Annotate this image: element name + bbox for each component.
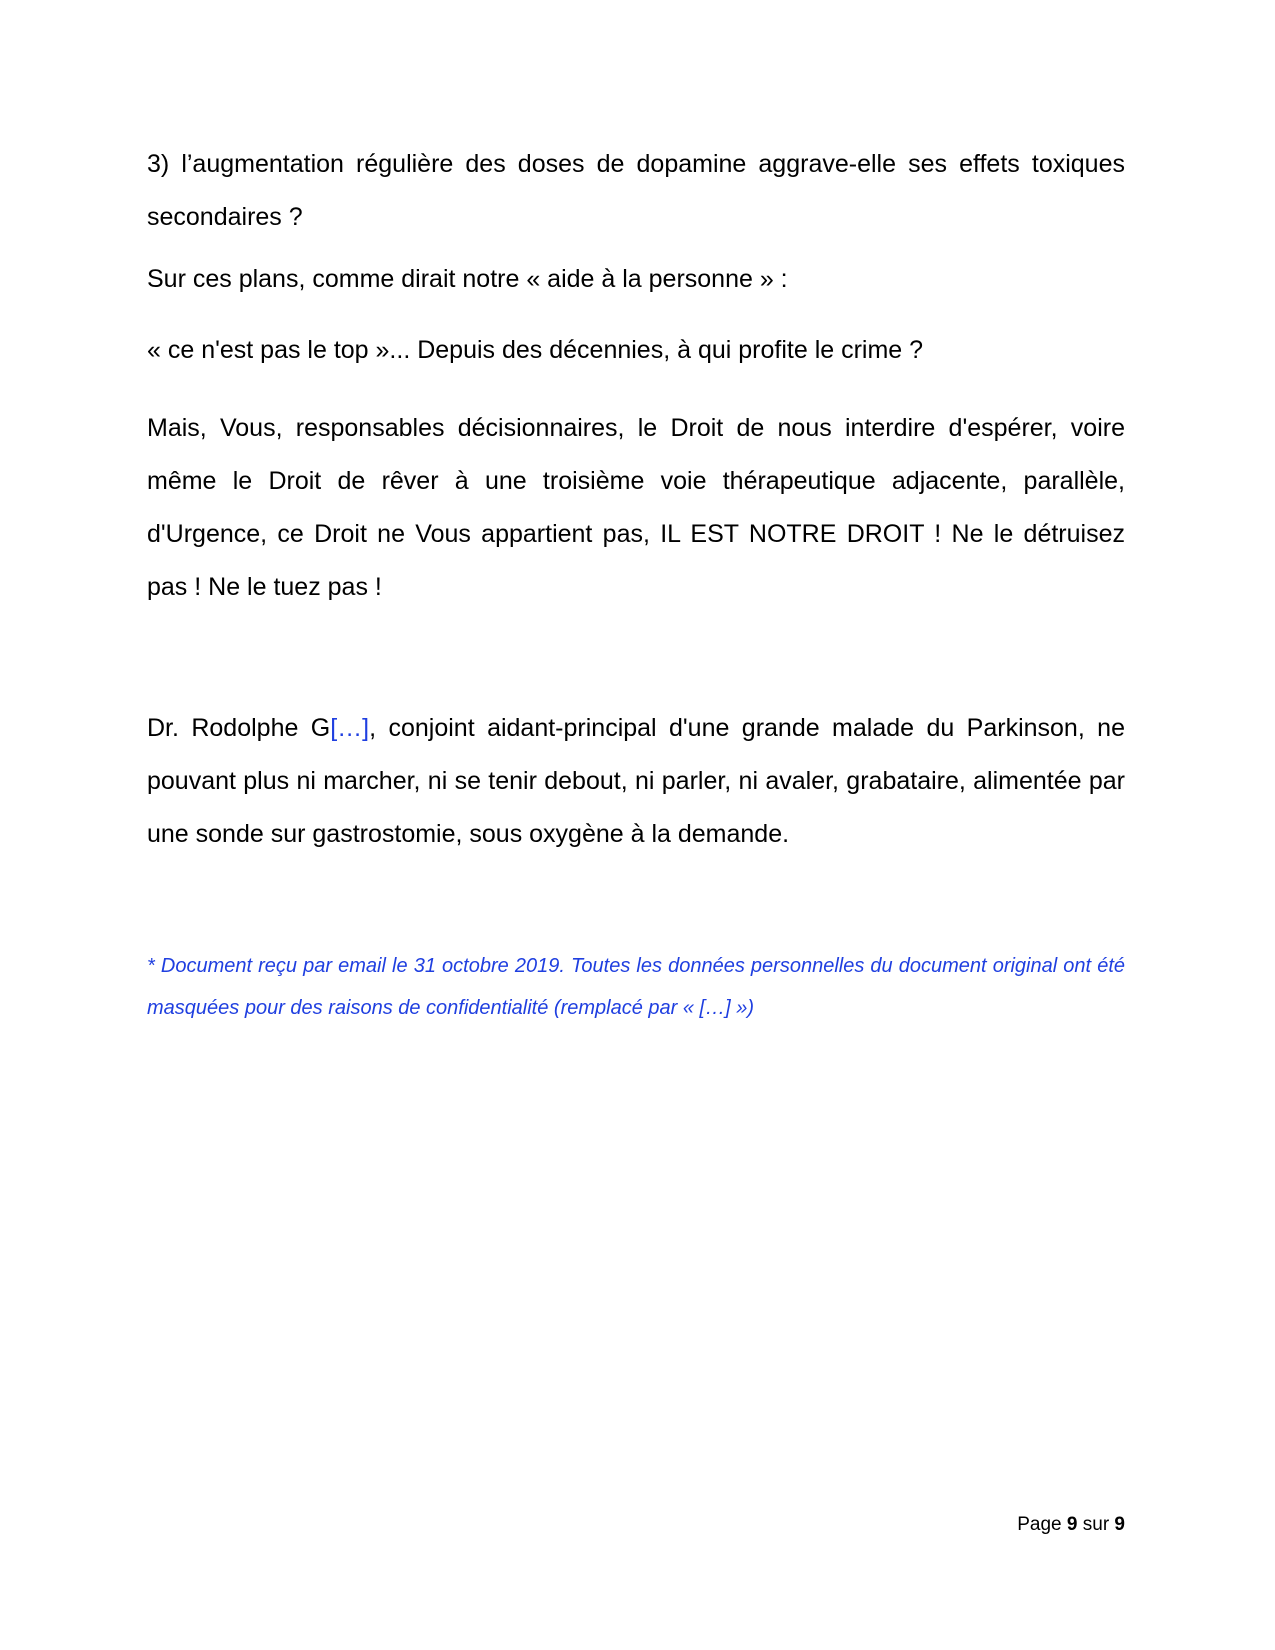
confidentiality-note: * Document reçu par email le 31 octobre 2019. Toutes les données personnelles du document original ont été masquées pour des raisons de confidentialité (remplacé par « […] ») — [147, 955, 1125, 1019]
signature-description: , conjoint aidant-principal d'une grande malade du Parkinson, ne pouvant plus ni marcher, ni se tenir debout, ni parler, ni avaler, grabataire, alimentée par une sonde sur gastrostomie, sous oxygène à la demande. — [147, 714, 1125, 848]
signature-paragraph — [147, 702, 1125, 861]
paragraph-question-3-text: 3) l’augmentation régulière des doses de dopamine aggrave-elle ses effets toxiques secondaires ? — [147, 150, 1125, 231]
footer-of-word: sur — [1077, 1514, 1115, 1535]
footer-page-total: 9 — [1114, 1514, 1125, 1535]
paragraph-question-3 — [147, 138, 1125, 244]
paragraph-plans: Sur ces plans, comme dirait notre « aide à la personne » : — [147, 265, 788, 293]
paragraph-top: « ce n'est pas le top »... Depuis des décennies, à qui profite le crime ? — [147, 336, 924, 364]
page-footer — [1017, 1512, 1125, 1538]
footer-page-word: Page — [1017, 1514, 1067, 1535]
signature-name: Dr. Rodolphe G — [147, 714, 331, 742]
paragraph-mais: Mais, Vous, responsables décisionnaires, le Droit de nous interdire d'espérer, voire même le Droit de rêver à une troisième voie thérapeutique adjacente, parallèle, d'Urgence, ce Droit ne Vous appartient pas, IL EST NOTRE DROIT ! Ne le détruisez pas ! Ne le tuez pas ! — [147, 414, 1125, 601]
redacted-marker: […] — [330, 714, 370, 742]
footer-page-current: 9 — [1066, 1514, 1078, 1535]
